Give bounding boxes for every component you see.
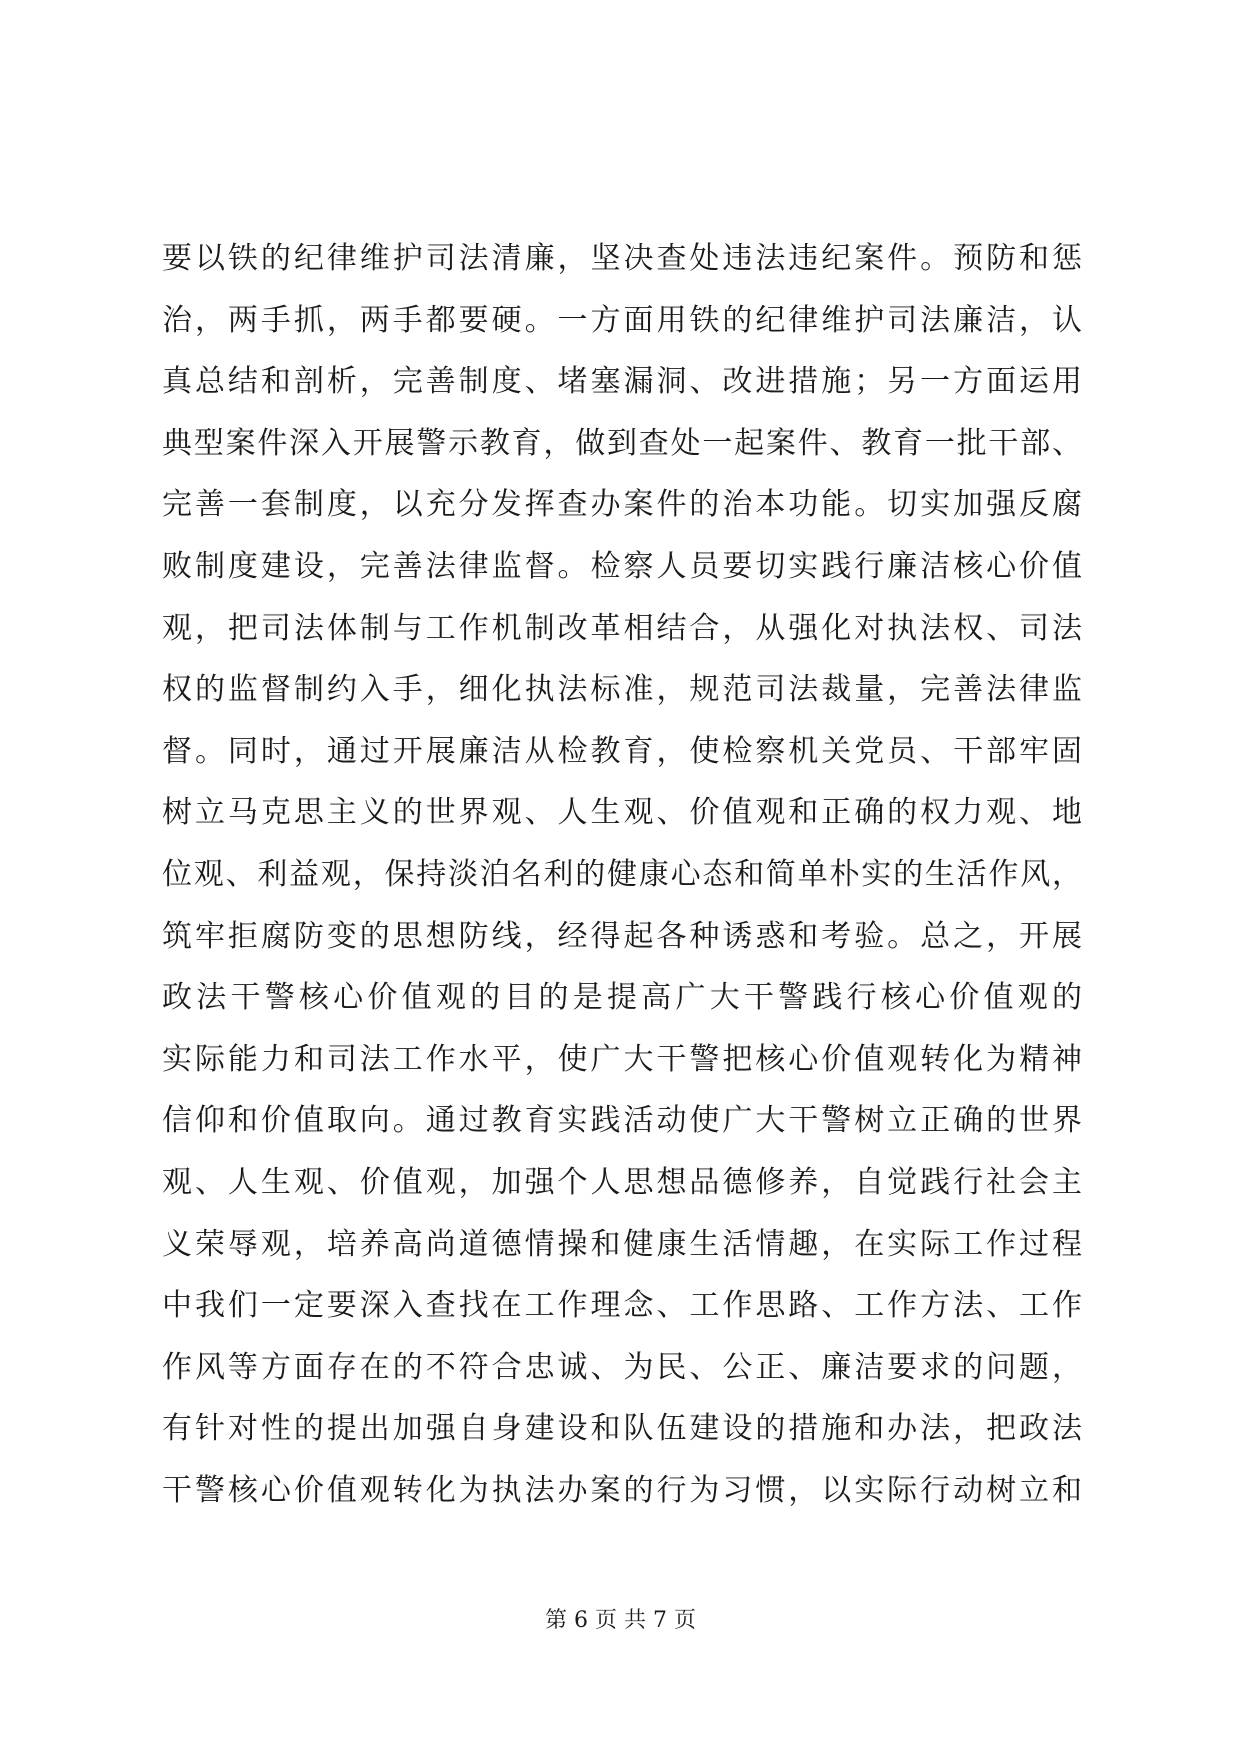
text-line: 观、人生观、价值观，加强个人思想品德修养，自觉践行社会主 [162, 1164, 1082, 1200]
text-line: 败制度建设，完善法律监督。检察人员要切实践行廉洁核心价值 [162, 548, 1082, 584]
text-line: 位观、利益观，保持淡泊名利的健康心态和简单朴实的生活作风， [162, 856, 1082, 892]
text-line: 实际能力和司法工作水平，使广大干警把核心价值观转化为精神 [162, 1041, 1082, 1077]
text-line: 树立马克思主义的世界观、人生观、价值观和正确的权力观、地 [162, 795, 1082, 831]
text-line: 义荣辱观，培养高尚道德情操和健康生活情趣，在实际工作过程 [162, 1226, 1082, 1262]
text-line: 观，把司法体制与工作机制改革相结合，从强化对执法权、司法 [162, 610, 1082, 646]
text-line: 典型案件深入开展警示教育，做到查处一起案件、教育一批干部、 [162, 425, 1082, 461]
text-line: 信仰和价值取向。通过教育实践活动使广大干警树立正确的世界 [162, 1103, 1082, 1139]
text-line: 督。同时，通过开展廉洁从检教育，使检察机关党员、干部牢固 [162, 733, 1082, 769]
text-line: 干警核心价值观转化为执法办案的行为习惯，以实际行动树立和 [162, 1472, 1082, 1508]
text-line: 要以铁的纪律维护司法清廉，坚决查处违法违纪案件。预防和惩 [162, 241, 1082, 276]
page-footer: 第 6 页 共 7 页 [545, 1608, 696, 1633]
body-text [162, 228, 1082, 1521]
text-line: 中我们一定要深入查找在工作理念、工作思路、工作方法、工作 [162, 1288, 1082, 1324]
text-line: 真总结和剖析，完善制度、堵塞漏洞、改进措施；另一方面运用 [162, 364, 1082, 400]
text-line: 完善一套制度，以充分发挥查办案件的治本功能。切实加强反腐 [162, 487, 1082, 523]
text-line: 作风等方面存在的不符合忠诚、为民、公正、廉洁要求的问题， [162, 1349, 1082, 1385]
text-line: 筑牢拒腐防变的思想防线，经得起各种诱惑和考验。总之，开展 [162, 918, 1082, 954]
text-line: 权的监督制约入手，细化执法标准，规范司法裁量，完善法律监 [162, 672, 1082, 708]
text-line: 有针对性的提出加强自身建设和队伍建设的措施和办法，把政法 [162, 1411, 1082, 1447]
text-line: 政法干警核心价值观的目的是提高广大干警践行核心价值观的 [162, 980, 1082, 1016]
text-line: 治，两手抓，两手都要硬。一方面用铁的纪律维护司法廉洁，认 [162, 302, 1082, 338]
